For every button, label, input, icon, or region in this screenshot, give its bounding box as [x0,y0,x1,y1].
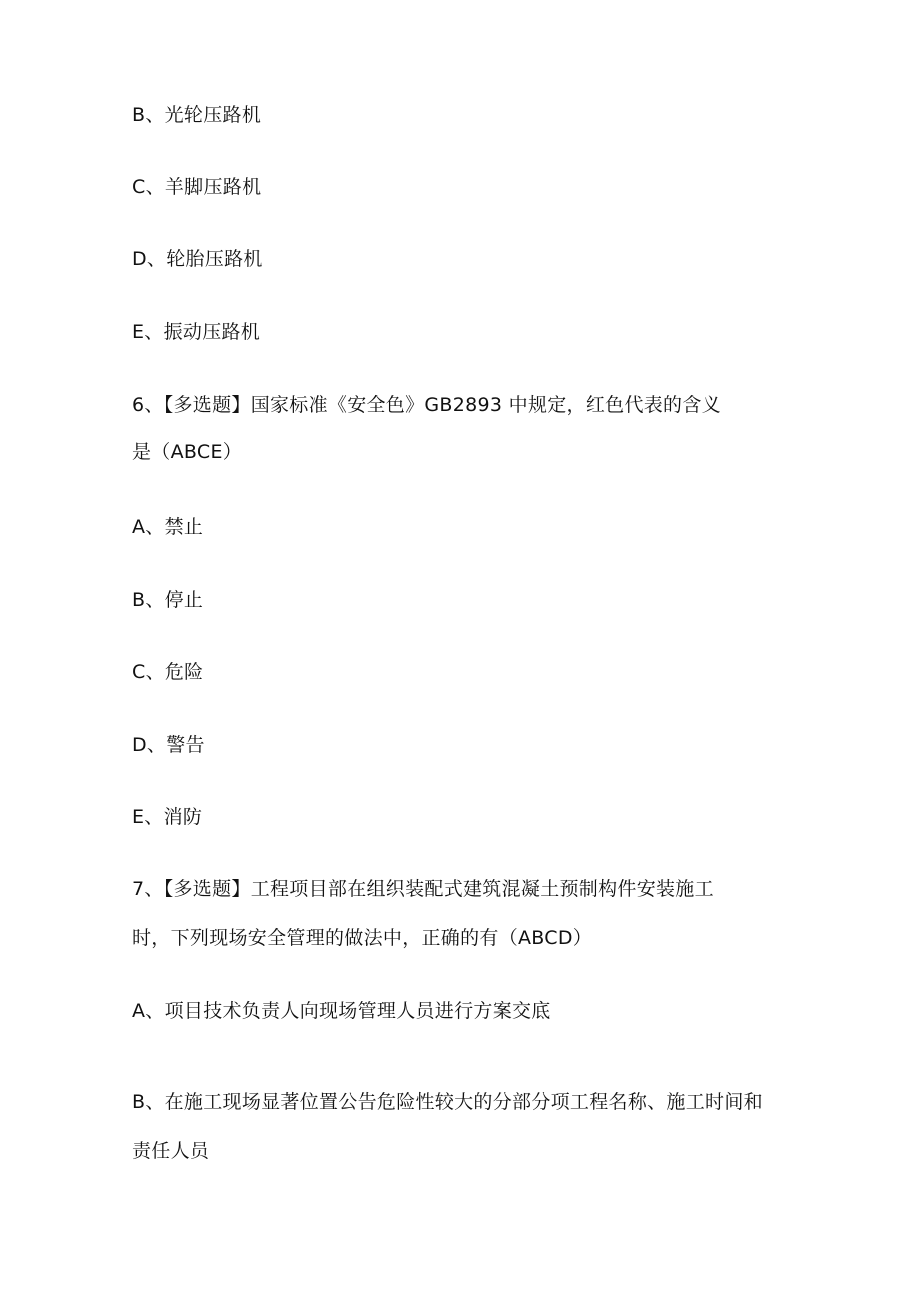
q5-option-c: C、羊脚压路机 [132,176,262,198]
q7-option-b-line2: 责任人员 [132,1140,210,1162]
q6-option-b: B、停止 [132,589,204,611]
q6-option-d: D、警告 [132,734,205,756]
q5-option-b: B、光轮压路机 [132,104,262,126]
q5-option-d: D、轮胎压路机 [132,248,263,270]
q7-option-b-line1: B、在施工现场显著位置公告危险性较大的分部分项工程名称、施工时间和 [132,1091,763,1113]
q7-option-a: A、项目技术负责人向现场管理人员进行方案交底 [132,1000,551,1022]
q6-option-a: A、禁止 [132,516,204,538]
q6-stem-line1: 6、【多选题】国家标准《安全色》GB2893 中规定，红色代表的含义 [132,394,721,416]
q6-stem-line2: 是（ABCE） [132,441,243,463]
q6-option-e: E、消防 [132,806,203,828]
q6-option-c: C、危险 [132,661,204,683]
q7-stem-line2: 时，下列现场安全管理的做法中，正确的有（ABCD） [132,927,593,949]
q7-stem-line1: 7、【多选题】工程项目部在组织装配式建筑混凝土预制构件安装施工 [132,878,714,900]
q5-option-e: E、振动压路机 [132,321,261,343]
